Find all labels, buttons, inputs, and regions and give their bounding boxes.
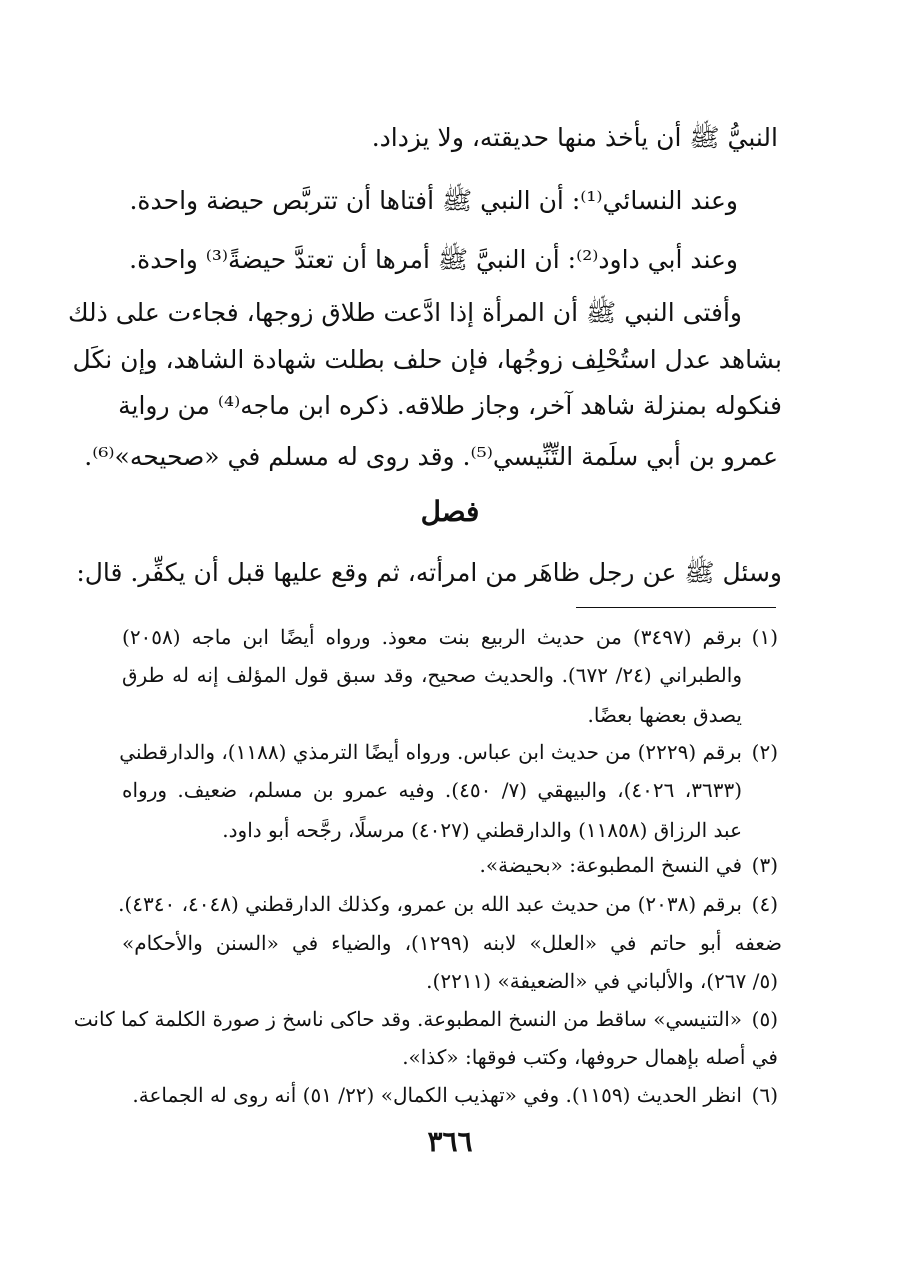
- footnote-number: (٥): [751, 1007, 778, 1031]
- body-line-7: عمرو بن أبي سلَمة التِّنِّيسي⁽⁵⁾. وقد روى له مسلم في «صحيحه»⁽⁶⁾.: [84, 442, 778, 471]
- body-line-2: وعند النسائي⁽¹⁾: أن النبي ﷺ أفتاها أن تتربَّص حيضة واحدة.: [129, 186, 738, 215]
- footnote-line: انظر الحديث (١١٥٩). وفي «تهذيب الكمال» (٢٢/ ٥١) أنه روى له الجماعة.: [132, 1083, 742, 1107]
- footnote-line: (٥/ ٢٦٧)، والألباني في «الضعيفة» (٢٢١١).: [426, 969, 778, 993]
- footnote-line: في أصله بإهمال حروفها، وكتب فوقها: «كذا».: [402, 1045, 778, 1069]
- footnote-number: (٢): [751, 740, 778, 764]
- footnote-line: برقم (٣٤٩٧) من حديث الربيع بنت معوذ. ورواه أيضًا ابن ماجه (٢٠٥٨): [122, 625, 743, 649]
- body-line-1: النبيُّ ﷺ أن يأخذ منها حديقته، ولا يزداد.: [371, 123, 778, 152]
- section-heading: فصل: [420, 495, 480, 528]
- footnote-line: في النسخ المطبوعة: «بحيضة».: [479, 853, 742, 877]
- footnote-line: والطبراني (٢٤/ ٦٧٢). والحديث صحيح، وقد سبق قول المؤلف إنه له طرق: [122, 663, 742, 687]
- footnote-number: (٦): [751, 1083, 778, 1107]
- body-line-3: وعند أبي داود⁽²⁾: أن النبيَّ ﷺ أمرها أن تعتدَّ حيضةً⁽³⁾ واحدة.: [129, 245, 738, 274]
- page-number: ٣٦٦: [427, 1125, 473, 1158]
- footnote-separator: [576, 607, 776, 608]
- footnote-number: (٤): [751, 892, 778, 916]
- footnote-number: (١): [751, 625, 778, 649]
- footnote-line: (٣٦٣٣، ٤٠٢٦)، والبيهقي (٧/ ٤٥٠). وفيه عمرو بن مسلم، ضعيف. ورواه: [122, 778, 742, 802]
- body-line-6: فنكوله بمنزلة شاهد آخر، وجاز طلاقه. ذكره ابن ماجه⁽⁴⁾ من رواية: [118, 391, 782, 420]
- footnote-line: عبد الرزاق (١١٨٥٨) والدارقطني (٤٠٢٧) مرسلًا، رجَّحه أبو داود.: [222, 818, 742, 842]
- section-first-line: وسئل ﷺ عن رجل ظاهَر من امرأته، ثم وقع عليها قبل أن يكفِّر. قال:: [76, 558, 782, 587]
- footnote-line: برقم (٢٠٣٨) من حديث عبد الله بن عمرو، وكذلك الدارقطني (٤٠٤٨، ٤٣٤٠).: [118, 892, 742, 916]
- body-line-5: بشاهد عدل استُحْلِف زوجُها، فإن حلف بطلت شهادة الشاهد، وإن نكَل: [72, 345, 782, 374]
- footnote-line: «التنيسي» ساقط من النسخ المطبوعة. وقد حاكى ناسخ ز صورة الكلمة كما كانت: [73, 1007, 742, 1031]
- footnote-line: برقم (٢٢٢٩) من حديث ابن عباس. ورواه أيضًا الترمذي (١١٨٨)، والدارقطني: [119, 740, 742, 764]
- footnote-line: ضعفه أبو حاتم في «العلل» لابنه (١٢٩٩)، والضياء في «السنن والأحكام»: [122, 931, 782, 955]
- body-line-4: وأفتى النبي ﷺ أن المرأة إذا ادَّعت طلاق زوجها، فجاءت على ذلك: [67, 298, 742, 327]
- footnote-number: (٣): [751, 853, 778, 877]
- footnote-line: يصدق بعضها بعضًا.: [587, 703, 742, 727]
